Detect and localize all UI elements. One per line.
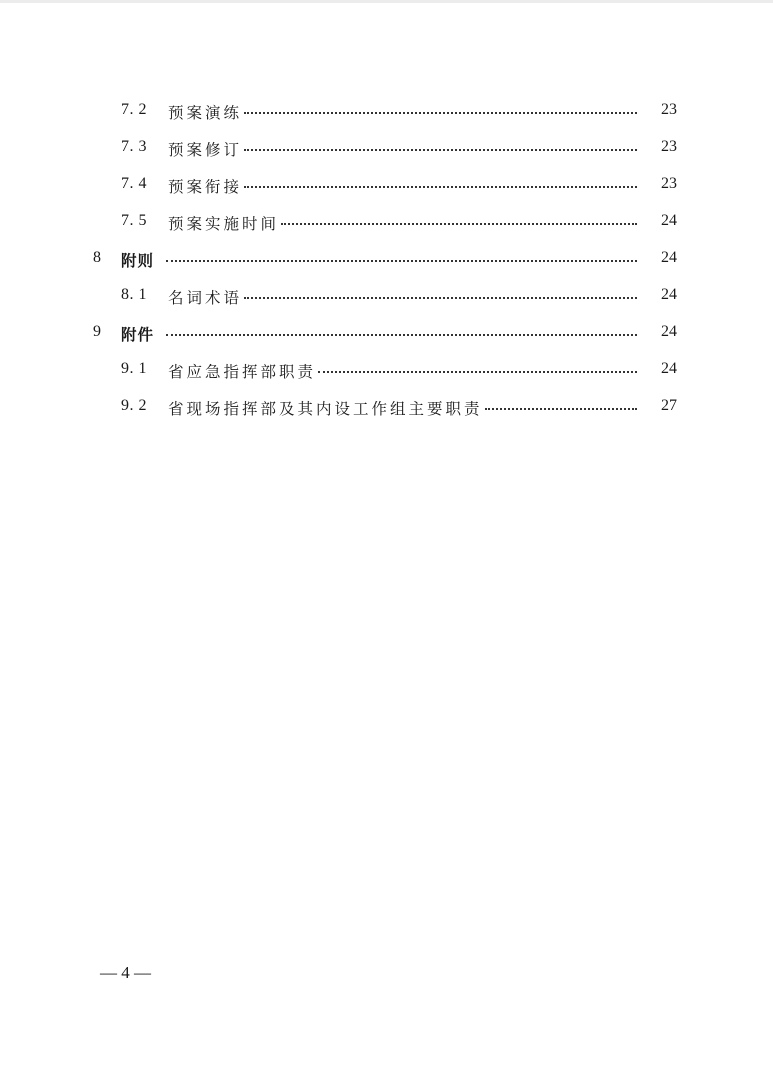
- table-of-contents: [0, 92, 773, 425]
- toc-chapter[interactable]: [0, 240, 773, 277]
- toc-entry-number: 7. 5: [121, 212, 147, 229]
- toc-chapter-title: 附件: [121, 326, 155, 344]
- toc-entry[interactable]: [0, 166, 773, 203]
- toc-entry-number: 9. 1: [121, 360, 147, 377]
- toc-entry[interactable]: [0, 388, 773, 425]
- dot-leader: [244, 112, 637, 114]
- toc-entry-page: 24: [661, 212, 677, 229]
- toc-entry-title: 预案衔接: [168, 178, 243, 196]
- toc-entry-page: 24: [661, 360, 677, 377]
- dot-leader: [244, 186, 637, 188]
- toc-chapter-number: 8: [93, 249, 102, 266]
- toc-entry-number: 8. 1: [121, 286, 147, 303]
- toc-chapter-title: 附则: [121, 252, 155, 270]
- dot-leader: [485, 408, 637, 410]
- toc-entry-title: 省应急指挥部职责: [168, 363, 317, 381]
- toc-entry-page: 27: [661, 397, 677, 414]
- page-top-border: [0, 0, 773, 3]
- toc-entry-title: 预案修订: [168, 141, 243, 159]
- toc-chapter[interactable]: [0, 314, 773, 351]
- toc-entry-number: 9. 2: [121, 397, 147, 414]
- toc-entry-page: 23: [661, 138, 677, 155]
- dot-leader: [318, 371, 637, 373]
- toc-entry-title: 名词术语: [168, 289, 243, 307]
- toc-entry-title: 预案实施时间: [168, 215, 280, 233]
- toc-entry[interactable]: [0, 351, 773, 388]
- dot-leader: [166, 260, 637, 262]
- toc-entry[interactable]: [0, 277, 773, 314]
- toc-entry[interactable]: [0, 92, 773, 129]
- toc-chapter-page: 24: [661, 323, 677, 340]
- dot-leader: [244, 149, 637, 151]
- toc-entry-number: 7. 3: [121, 138, 147, 155]
- toc-entry-page: 23: [661, 175, 677, 192]
- toc-entry-number: 7. 2: [121, 101, 147, 118]
- dot-leader: [244, 297, 637, 299]
- toc-entry[interactable]: [0, 203, 773, 240]
- toc-entry[interactable]: [0, 129, 773, 166]
- toc-chapter-number: 9: [93, 323, 102, 340]
- toc-entry-number: 7. 4: [121, 175, 147, 192]
- page-number-footer: — 4 —: [100, 963, 151, 982]
- toc-entry-page: 23: [661, 101, 677, 118]
- toc-chapter-page: 24: [661, 249, 677, 266]
- toc-entry-title: 预案演练: [168, 104, 243, 122]
- toc-entry-title: 省现场指挥部及其内设工作组主要职责: [168, 400, 483, 418]
- dot-leader: [166, 334, 637, 336]
- toc-entry-page: 24: [661, 286, 677, 303]
- dot-leader: [281, 223, 637, 225]
